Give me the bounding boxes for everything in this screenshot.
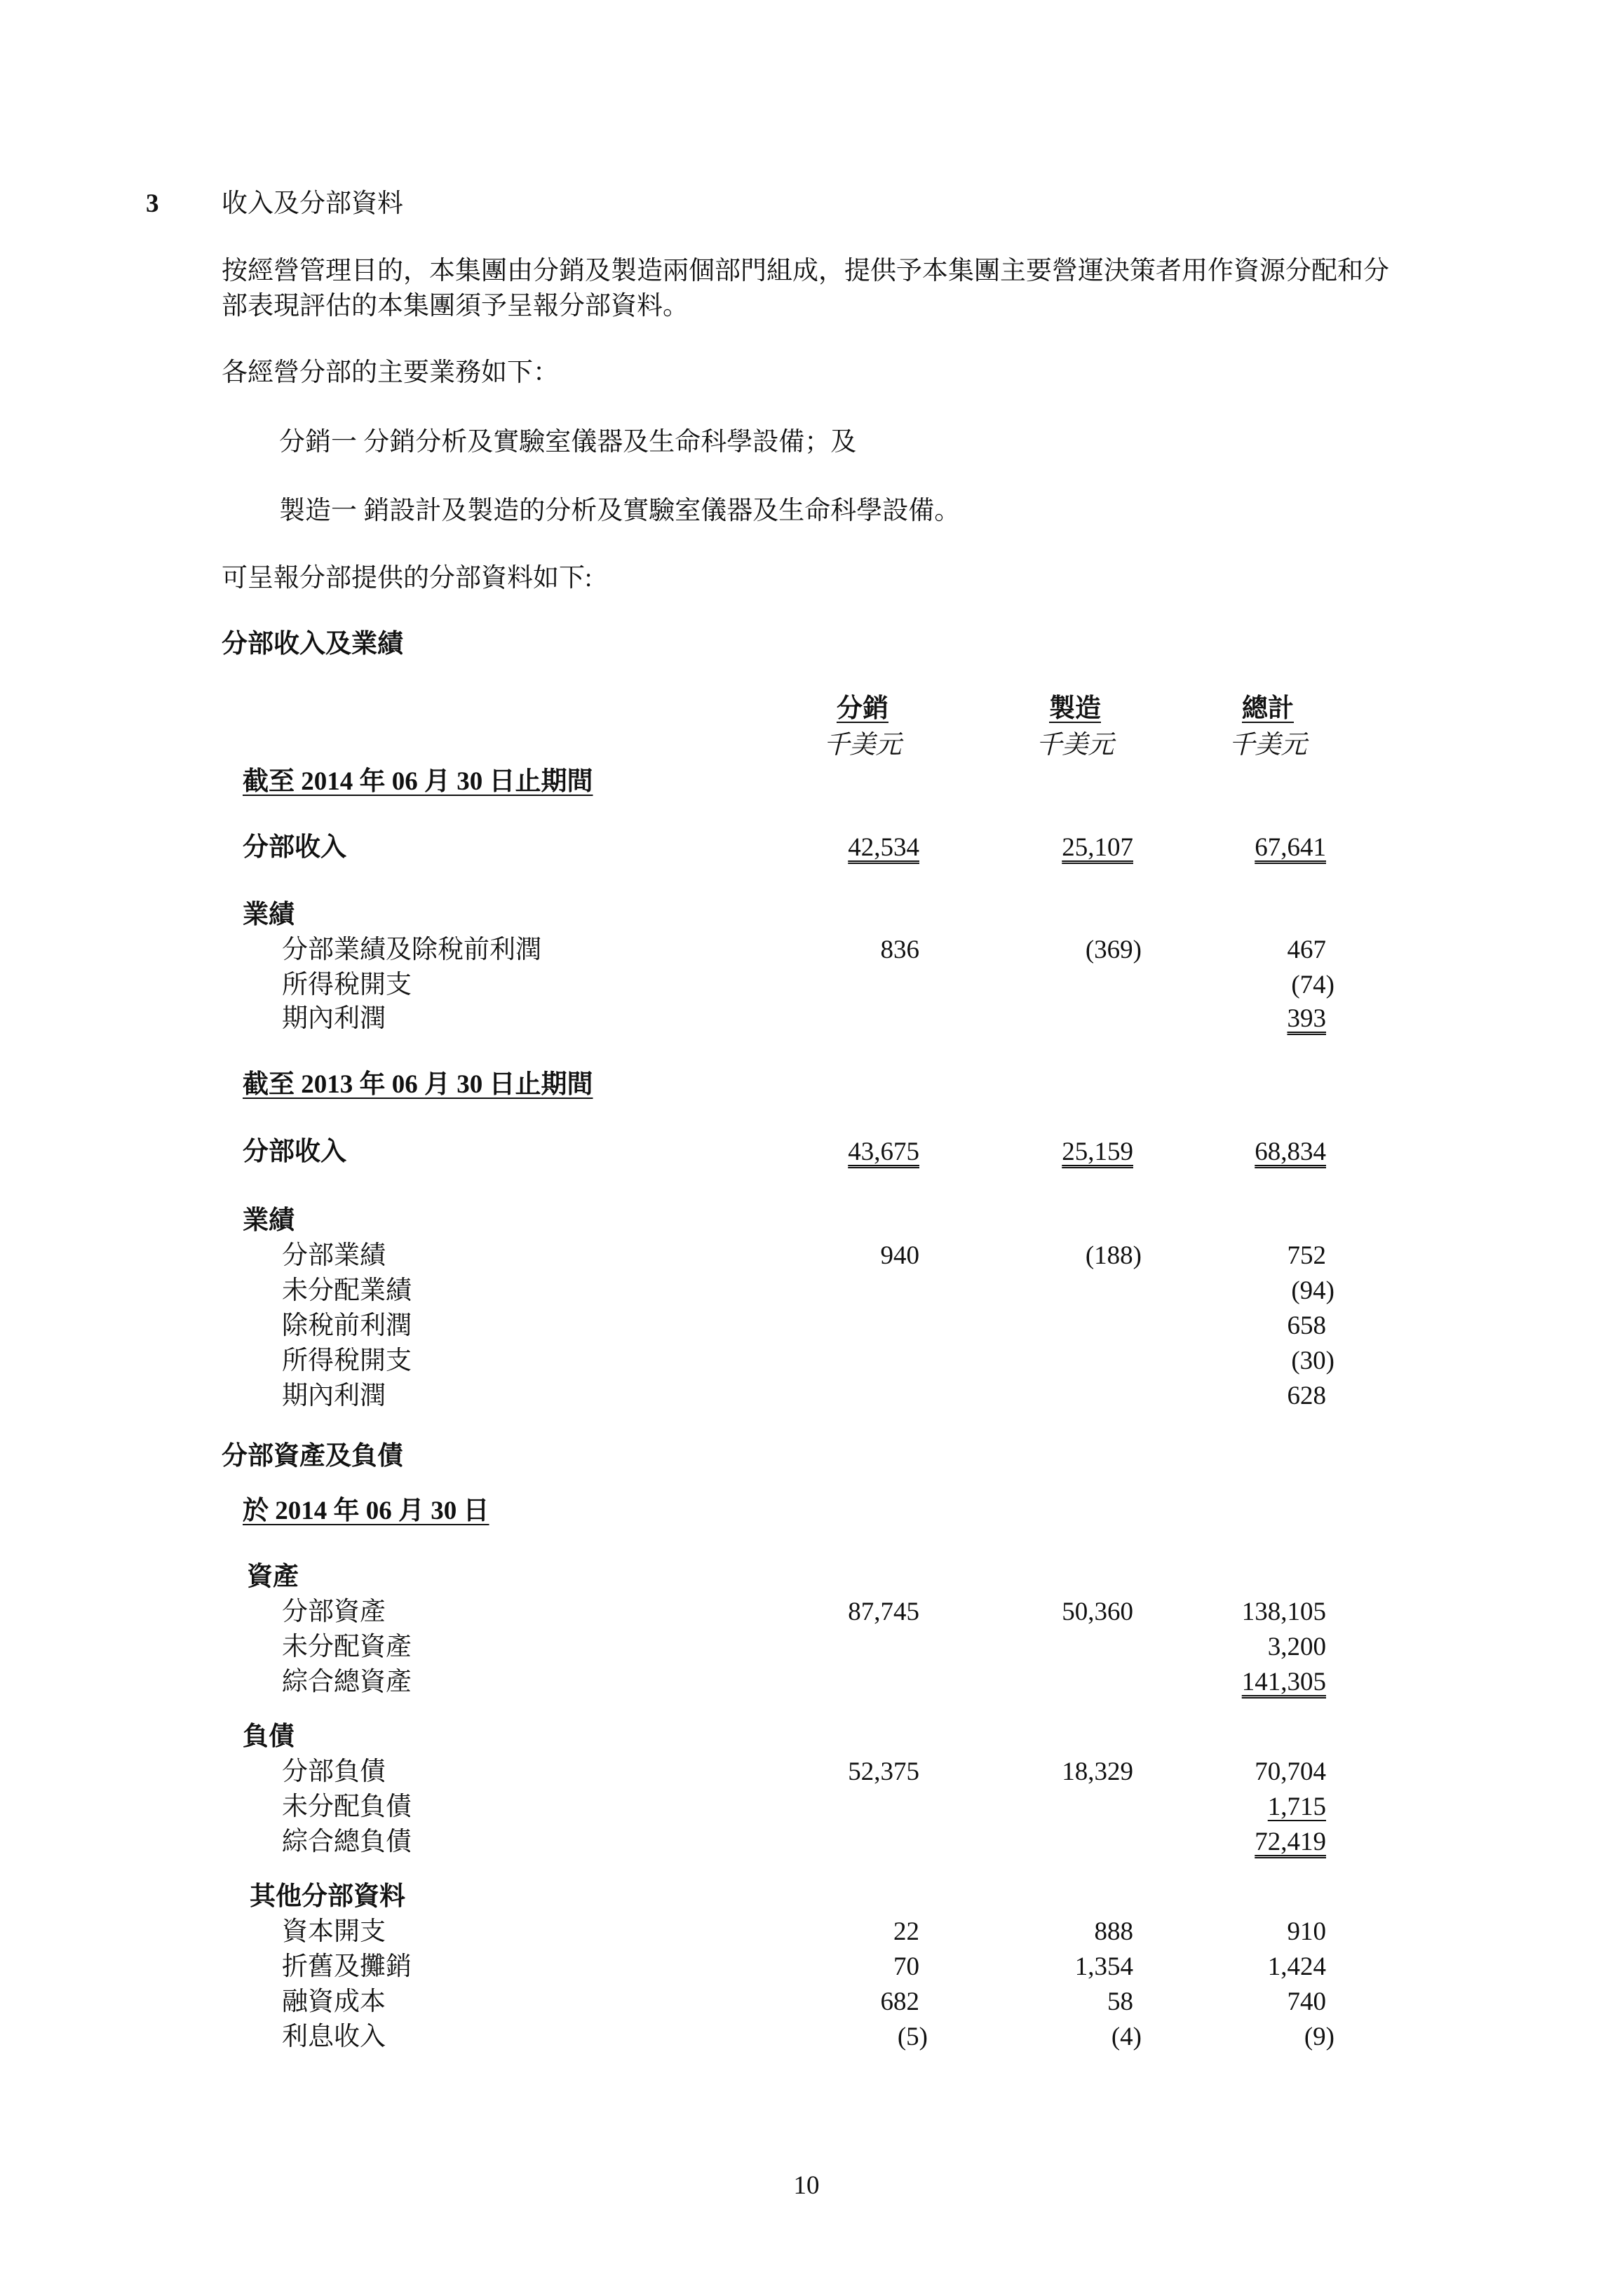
row-label: 分部負債 bbox=[282, 1757, 386, 1786]
page-number: 10 bbox=[793, 2171, 820, 2200]
intro-line-1: 按經營管理目的，本集團由分銷及製造兩個部門組成，提供予本集團主要營運決策者用作資源分配和分 bbox=[222, 257, 1389, 285]
row-label: 分部業績 bbox=[282, 1241, 386, 1270]
row-value-total: 72,419 bbox=[1255, 1828, 1326, 1856]
period-2014-title: 截至 2014 年 06 月 30 日止期間 bbox=[243, 767, 593, 796]
revenue-2013-total: 68,834 bbox=[1255, 1137, 1326, 1166]
row-value-total: 740 bbox=[1287, 1987, 1326, 2016]
row-value-total: 467 bbox=[1287, 936, 1326, 964]
segment-revenue-label-2014: 分部收入 bbox=[243, 833, 346, 862]
row-value-distribution: 836 bbox=[880, 936, 919, 964]
col-header-distribution: 分銷 bbox=[837, 694, 888, 723]
row-label: 融資成本 bbox=[282, 1987, 386, 2016]
row-value-total: (9) bbox=[1304, 2022, 1334, 2051]
assets-date: 於 2014 年 06 月 30 日 bbox=[243, 1497, 489, 1525]
revenue-2014-distribution: 42,534 bbox=[848, 833, 919, 862]
row-value-total: 910 bbox=[1287, 1917, 1326, 1946]
row-value-manufacturing: 888 bbox=[1094, 1917, 1133, 1946]
row-value-total: 393 bbox=[1287, 1004, 1326, 1033]
activity-manufacturing: 製造一 銷設計及製造的分析及實驗室儀器及生命科學設備。 bbox=[279, 497, 961, 525]
row-value-total: (30) bbox=[1291, 1346, 1334, 1375]
results-label-2014: 業績 bbox=[243, 900, 295, 929]
liabilities-label: 負債 bbox=[243, 1722, 295, 1751]
row-label: 除稅前利潤 bbox=[282, 1311, 412, 1340]
row-value-total: 141,305 bbox=[1241, 1668, 1326, 1696]
row-label: 未分配負債 bbox=[282, 1792, 412, 1821]
row-label: 未分配資產 bbox=[282, 1633, 412, 1661]
period-2013-title: 截至 2013 年 06 月 30 日止期間 bbox=[243, 1070, 593, 1099]
col-header-total: 總計 bbox=[1242, 694, 1294, 723]
revenue-2013-distribution: 43,675 bbox=[848, 1137, 919, 1166]
col-unit-manufacturing: 千美元 bbox=[1036, 731, 1114, 759]
row-label: 分部資產 bbox=[282, 1598, 386, 1626]
section-number: 3 bbox=[146, 189, 159, 218]
row-value-distribution: 22 bbox=[893, 1917, 919, 1946]
section-title: 收入及分部資料 bbox=[222, 189, 403, 218]
row-value-manufacturing: 58 bbox=[1107, 1987, 1133, 2016]
activities-intro: 各經營分部的主要業務如下： bbox=[222, 358, 559, 387]
row-value-total: 658 bbox=[1287, 1311, 1326, 1340]
row-value-total: (94) bbox=[1291, 1276, 1334, 1305]
row-value-total: 1,424 bbox=[1267, 1952, 1326, 1981]
row-value-distribution: 52,375 bbox=[848, 1757, 919, 1786]
row-value-distribution: 682 bbox=[880, 1987, 919, 2016]
results-label-2013: 業績 bbox=[243, 1206, 295, 1235]
assets-label: 資產 bbox=[247, 1562, 299, 1591]
row-value-manufacturing: 50,360 bbox=[1062, 1598, 1133, 1626]
row-value-total: 3,200 bbox=[1267, 1633, 1326, 1661]
table-intro: 可呈報分部提供的分部資料如下: bbox=[222, 564, 593, 593]
intro-line-2: 部表現評估的本集團須予呈報分部資料。 bbox=[222, 292, 689, 320]
row-value-total: 752 bbox=[1287, 1241, 1326, 1270]
row-value-total: (74) bbox=[1291, 971, 1334, 999]
col-unit-total: 千美元 bbox=[1229, 731, 1307, 759]
row-value-total: 70,704 bbox=[1255, 1757, 1326, 1786]
row-value-distribution: 70 bbox=[893, 1952, 919, 1981]
row-value-distribution: 940 bbox=[880, 1241, 919, 1270]
row-value-manufacturing: (4) bbox=[1111, 2022, 1142, 2051]
row-label: 分部業績及除稅前利潤 bbox=[282, 936, 541, 964]
row-label: 所得稅開支 bbox=[282, 971, 412, 999]
revenue-2013-manufacturing: 25,159 bbox=[1062, 1137, 1133, 1166]
row-value-manufacturing: (369) bbox=[1085, 936, 1142, 964]
row-label: 利息收入 bbox=[282, 2022, 386, 2051]
row-value-manufacturing: (188) bbox=[1085, 1241, 1142, 1270]
row-value-distribution: 87,745 bbox=[848, 1598, 919, 1626]
row-value-total: 628 bbox=[1287, 1382, 1326, 1410]
row-label: 期內利潤 bbox=[282, 1004, 386, 1033]
col-header-manufacturing: 製造 bbox=[1049, 694, 1101, 723]
activity-distribution: 分銷一 分銷分析及實驗室儀器及生命科學設備；及 bbox=[279, 428, 857, 457]
col-unit-distribution: 千美元 bbox=[823, 731, 902, 759]
revenue-results-heading: 分部收入及業績 bbox=[222, 630, 403, 659]
segment-revenue-label-2013: 分部收入 bbox=[243, 1137, 346, 1166]
row-label: 綜合總負債 bbox=[282, 1828, 412, 1856]
assets-liabilities-heading: 分部資產及負債 bbox=[222, 1442, 403, 1471]
row-value-manufacturing: 18,329 bbox=[1062, 1757, 1133, 1786]
row-label: 未分配業績 bbox=[282, 1276, 412, 1305]
row-label: 資本開支 bbox=[282, 1917, 386, 1946]
row-value-total: 1,715 bbox=[1267, 1792, 1326, 1821]
row-value-total: 138,105 bbox=[1241, 1598, 1326, 1626]
revenue-2014-manufacturing: 25,107 bbox=[1062, 833, 1133, 862]
row-label: 折舊及攤銷 bbox=[282, 1952, 412, 1981]
row-label: 綜合總資產 bbox=[282, 1668, 412, 1696]
revenue-2014-total: 67,641 bbox=[1255, 833, 1326, 862]
row-label: 所得稅開支 bbox=[282, 1346, 412, 1375]
row-value-distribution: (5) bbox=[897, 2022, 928, 2051]
other-info-label: 其他分部資料 bbox=[250, 1882, 405, 1911]
row-label: 期內利潤 bbox=[282, 1382, 386, 1410]
row-value-manufacturing: 1,354 bbox=[1074, 1952, 1133, 1981]
